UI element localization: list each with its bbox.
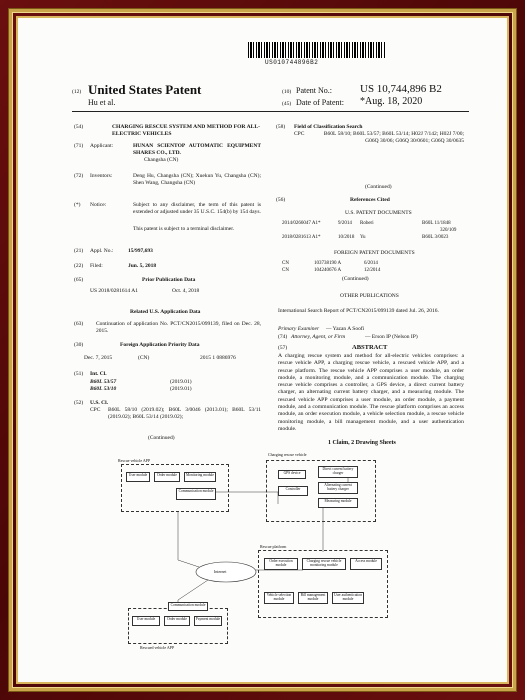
int-cl-label: Int. Cl. [90, 371, 107, 377]
system-diagram [118, 452, 468, 652]
inventors: Deng Hu, Changsha (CN); Xuekun Yu, Changsha (CN); Shen Wang, Changsha (CN) [133, 173, 261, 186]
bill-management-box: Bill management module [298, 592, 328, 604]
appl-no: 15/997,693 [128, 248, 153, 254]
invention-title: CHARGING RESCUE SYSTEM AND METHOD FOR ALL-ELECTRIC VEHICLES [112, 124, 260, 137]
tag-51: (51) [74, 371, 84, 377]
prior-pub-title: Prior Publication Data [142, 277, 196, 283]
filed-date: Jun. 5, 2018 [128, 263, 157, 269]
us-doc-class2: 320/109 [440, 228, 457, 233]
prio-country: (CN) [138, 355, 150, 361]
rescued-app-group [128, 608, 228, 644]
foreign-doc-date: 6/2014 [364, 261, 378, 266]
payment-module-box: Payment module [194, 616, 222, 626]
access-module-box: Access module [350, 558, 382, 570]
applicant-label: Applicant: [90, 143, 114, 149]
examiner: — Yazan A Soofi [326, 326, 365, 332]
field-cpc-label: CPC [294, 131, 305, 137]
us-doc-class: B60L 3/0023 [422, 235, 449, 240]
us-doc-class: B60L 11/1848 [422, 221, 451, 226]
barcode-number: US010744896B2 [265, 59, 319, 66]
vehicle-selection-box: Vehicle selection module [264, 592, 294, 604]
foreign-doc-no: 104240676 A [314, 268, 342, 273]
us-doc-no: 2018/0281613 A1* [282, 235, 321, 240]
int-cl-date: (2019.01) [170, 386, 192, 392]
tag-30: (30) [74, 342, 84, 348]
us-doc-date: 10/2018 [338, 235, 355, 240]
office-title: United States Patent [88, 82, 202, 97]
us-doc-name: Roberi [360, 221, 374, 226]
applicant-city: Changsha (CN) [144, 157, 179, 163]
ac-charger-box: Alternating current battery charger [318, 482, 358, 494]
tag-58: (58) [276, 124, 286, 130]
prior-pub-date: Oct. 4, 2018 [172, 288, 200, 294]
claims-count: 1 Claim, 2 Drawing Sheets [328, 440, 396, 446]
rescued-user-module-box: User module [132, 616, 160, 626]
tag-54: (54) [74, 124, 84, 130]
related-title: Related U.S. Application Data [130, 309, 201, 315]
gps-box: GPS device [278, 470, 306, 479]
us-doc-date: 9/2014 [338, 221, 352, 226]
patent-number: US 10,744,896 B2 [360, 83, 442, 95]
rescued-app-label: Rescued vehicle APP [140, 645, 175, 650]
tag-65: (65) [74, 277, 84, 283]
inventors-label: Inventors: [90, 173, 113, 179]
us-cl-label: U.S. Cl. [90, 400, 109, 406]
rescued-communication-box: Communication module [168, 602, 208, 611]
tag-21: (21) [74, 248, 84, 254]
notice-label: Notice: [90, 202, 107, 208]
attorney: — Erson IP (Nelson IP) [365, 334, 418, 340]
internet-label: Internet [214, 569, 227, 574]
us-docs-title: U.S. PATENT DOCUMENTS [345, 210, 412, 216]
tag-72: (72) [74, 173, 84, 179]
order-module-box: Order module [154, 472, 180, 482]
prio-date: Dec. 7, 2015 [84, 355, 113, 361]
notice-term: Subject to any disclaimer, the term of this patent is extended or adjusted under 35 U.S.C. 154(b) by 154 days. [133, 202, 261, 215]
foreign-doc-date: 12/2014 [364, 268, 381, 273]
monitoring-module-box: Monitoring module [184, 472, 216, 482]
field-text: B60L 58/10; B60L 53/57; B60L 53/14; H02J 7/142; H02J 7/00; G06Q 30/06; G06Q 30/0601; G06Q 30/0635 [323, 131, 464, 144]
cpc-text: B60L 58/10 (2019.02); B60L 3/0046 (2013.01); B60L 53/11 (2019.02); B60L 53/14 (2019.02); [108, 407, 261, 420]
left-continued: (Continued) [148, 435, 175, 441]
examiner-label: Primary Examiner [278, 326, 320, 332]
appl-no-label: Appl. No.: [90, 248, 114, 254]
measuring-box: Measuring module [318, 498, 358, 508]
tag-12: (12) [72, 89, 82, 95]
rescued-order-module-box: Order module [164, 616, 190, 626]
us-doc-no: 2014/0266047 A1* [282, 221, 321, 226]
controller-box: Controller [278, 486, 308, 496]
applicant: HUNAN SCIENTOP AUTOMATIC EQUIPMENT SHARES CO., LTD. [133, 143, 261, 156]
user-module-box: User module [126, 472, 150, 482]
patent-document [20, 20, 505, 680]
charging-vehicle-label: Charging rescue vehicle [268, 452, 307, 457]
cpc-label: CPC [90, 407, 101, 413]
foreign-doc-no: 103738190 A [314, 261, 342, 266]
notice-disclaimer: This patent is subject to a terminal disclaimer. [133, 226, 235, 232]
authors: Hu et al. [88, 98, 116, 107]
abstract-text: A charging rescue system and method for all-electric vehicles comprises: a rescue vehicle APP, a charging rescue vehicle, a rescued vehicle APP, and a rescue platform. The rescue vehicle APP comprises a user module, an order module, a monitoring module, and a communication module. The charging rescue vehicle comprises a controller, a GPS device, a direct current battery charger, an alternating current battery charger, and a measuring module. The rescued vehicle APP comprises a user module, an order module, a payment module, and a communication module. The rescue platform comprises an access module, an order execution module, a vehicle selection module, a rescue vehicle monitoring module, a bill management module, and a user authentication module. [278, 353, 464, 432]
refs-continued: (Continued) [342, 276, 369, 282]
int-cl-code: B60L 53/57 [90, 379, 117, 385]
rescue-platform-label: Rescue platform [260, 544, 287, 549]
prior-pub-no: US 2018/0281614 A1 [90, 288, 138, 294]
patent-no-label: Patent No.: [296, 86, 332, 95]
int-cl-code: B60L 53/10 [90, 386, 117, 392]
tag-22: (22) [74, 263, 84, 269]
notice-tag: (*) [74, 202, 81, 208]
foreign-docs-title: FOREIGN PATENT DOCUMENTS [334, 250, 415, 256]
tag-63: (63) [74, 321, 84, 327]
rescue-app-label: Rescue vehicle APP [118, 458, 151, 463]
header-rule [72, 111, 469, 112]
continuation: Continuation of application No. PCT/CN2015/099139, filed on Dec. 28, 2015. [96, 321, 261, 334]
tag-10: (10) [282, 89, 292, 95]
user-authentication-box: User authentication module [332, 592, 364, 604]
abstract-title: ABSTRACT [352, 344, 388, 351]
communication-module-box: Communication module [176, 488, 216, 500]
date-label: Date of Patent: [296, 98, 344, 107]
patent-date: *Aug. 18, 2020 [360, 96, 423, 107]
other-pub-title: OTHER PUBLICATIONS [340, 293, 399, 299]
foreign-doc-country: CN [282, 261, 289, 266]
field-title: Field of Classification Search [294, 124, 363, 130]
foreign-prio-title: Foreign Application Priority Data [120, 342, 200, 348]
foreign-doc-country: CN [282, 268, 289, 273]
attorney-tag: (74) [278, 334, 288, 340]
us-doc-name: Yu [360, 235, 366, 240]
barcode [248, 42, 386, 58]
tag-45: (45) [282, 101, 292, 107]
refs-title: References Cited [350, 197, 390, 203]
dc-charger-box: Direct current battery charger [318, 466, 358, 478]
tag-71: (71) [74, 143, 84, 149]
other-pub: International Search Report of PCT/CN2015/099139 dated Jul. 26, 2016. [278, 308, 439, 314]
filed-label: Filed: [90, 263, 103, 269]
tag-52: (52) [74, 400, 84, 406]
prio-number: 2015 1 0886976 [200, 355, 236, 361]
tag-57: (57) [278, 345, 288, 351]
tag-56: (56) [276, 197, 286, 203]
order-execution-box: Order execution module [264, 558, 298, 570]
rescue-monitoring-box: Charging rescue vehicle monitoring module [302, 558, 346, 570]
field-continued: (Continued) [365, 184, 392, 190]
int-cl-date: (2019.01) [170, 379, 192, 385]
attorney-label: Attorney, Agent, or Firm [291, 334, 346, 340]
